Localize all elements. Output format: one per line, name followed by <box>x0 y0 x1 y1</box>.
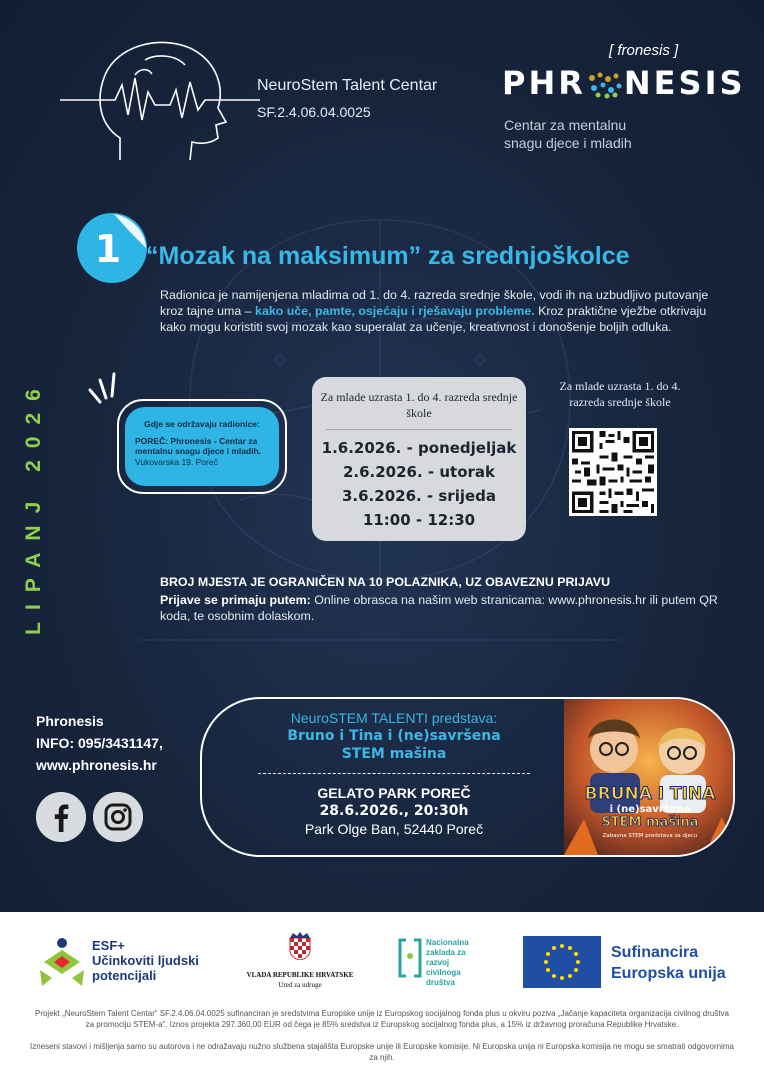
footer <box>0 912 764 1080</box>
vlada-subtitle: Ured za udruge <box>278 981 322 989</box>
nzrcd-text: Nacionalna zaklada za razvoj civilnoga društva <box>426 938 469 987</box>
event-title-line2: STEM mašina <box>341 746 447 762</box>
eu-text <box>611 942 726 984</box>
eu-disclaimer: Izneseni stavovi i mišljenja samo su autorova i ne odražavaju nužno službena stajališta Europske unije ili Europske komisije. Ni Europska unija ni Europska komisija ne mogu se smatrati odgovornima za njih. <box>30 1042 734 1062</box>
esf-text <box>92 938 199 983</box>
phronesis-logo <box>502 64 746 102</box>
workshop-title: “Mozak na maksimum” za srednjoškolce <box>146 242 630 270</box>
facebook-icon[interactable] <box>36 792 86 842</box>
intro-text-1: Radionica je namijenjena mladima od 1. do 4. razreda srednje škole, vodi ih na uzbudljivo putovanje kroz tajne uma – <box>160 288 709 318</box>
event-divider <box>258 773 530 774</box>
contact-phone: INFO: 095/3431147, <box>36 735 163 751</box>
eu-flag-icon <box>523 936 601 988</box>
number-badge-icon <box>76 212 148 284</box>
poster-subtitle: Zabavna STEM predstava za djecu <box>602 833 698 839</box>
intro-text-2: Kroz praktične vježbe otkrivaju kako mogu koristiti svoj mozak kao superalat za učenje, kreativnost i donošenje boljih odluka. <box>160 304 707 334</box>
event-heading: NeuroSTEM TALENTI predstava: <box>290 710 498 726</box>
contact-org: Phronesis <box>36 713 104 729</box>
registration-label: Prijave se primaju putem: <box>160 593 311 607</box>
schedule-age: Za mlade uzrasta 1. do 4. razreda srednje škole <box>320 390 518 420</box>
intro-highlight: kako uče, pamte, osjećaju i rješavaju probleme. <box>255 304 535 318</box>
instagram-icon[interactable] <box>93 792 143 842</box>
schedule-divider <box>326 429 512 430</box>
vlada-logo <box>244 932 356 989</box>
esf-title: ESF+ <box>92 938 125 953</box>
contact-block <box>36 710 163 776</box>
event-address: Park Olge Ban, 52440 Poreč <box>304 821 484 837</box>
number-badge-text: 1 <box>94 227 122 271</box>
qr-code-icon[interactable] <box>569 428 657 516</box>
schedule-date: 3.6.2026. - srijeda <box>341 487 497 505</box>
event-datetime: 28.6.2026., 20:30h <box>319 803 469 819</box>
burst-lines-icon <box>86 372 126 412</box>
fronesis-label: [ fronesis ] <box>609 42 679 59</box>
contact-web[interactable]: www.phronesis.hr <box>36 757 157 773</box>
event-place: GELATO PARK POREČ <box>317 785 471 801</box>
event-text <box>244 709 544 838</box>
schedule-date: 1.6.2026. - ponedjeljak <box>321 439 517 457</box>
qr-label: Za mlade uzrasta 1. do 4. razreda srednje škole <box>559 379 681 409</box>
eu-text-line2: Europska unija <box>611 965 726 982</box>
project-disclaimer: Projekt „NeuroStem Talent Centar“ SF.2.4.06.04.0025 sufinanciran je sredstvima Europske unije iz Europskog socijalnog fonda plus u okviru poziva „Jačanje kapaciteta organizacija civilnog društva za promociju STEM-a“. Iznos projekta 297.360,00 EUR od čega je 85% sredstva iz Europskog socijalnog fonda plus, a 15% iz državnog proračuna Republike Hrvatske. <box>34 1009 729 1029</box>
esf-logo-icon <box>38 936 86 990</box>
center-code: SF.2.4.06.04.0025 <box>257 104 371 120</box>
schedule-date: 2.6.2026. - utorak <box>342 463 496 481</box>
poster-title-line3: STEM mašina <box>601 815 699 830</box>
location-box <box>117 399 287 494</box>
logo-text-end: NESIS <box>623 64 746 102</box>
poster-title-line1: BRUNA I TINA <box>584 784 716 804</box>
workshop-intro <box>160 287 720 335</box>
registration-info <box>160 592 720 624</box>
eu-text-line1: Sufinancira <box>611 944 699 961</box>
schedule-time: 11:00 - 12:30 <box>362 511 476 529</box>
event-box <box>200 697 735 857</box>
registration-text: Online obrasca na našim web stranicama: www.phronesis.hr ili putem QR koda, te osobnim dolaskom. <box>160 593 718 623</box>
event-poster-image <box>564 699 735 855</box>
month-label: LIPANJ 2026 <box>22 377 45 635</box>
location-place: POREČ: Phronesis - Centar za mentalnu snagu djece i mladih. <box>135 435 262 456</box>
center-name: NeuroStem Talent Centar <box>257 77 438 94</box>
esf-sub-line1: Učinkoviti ljudski <box>92 953 199 968</box>
registration-limit: BROJ MJESTA JE OGRANIČEN NA 10 POLAZNIKA, UZ OBAVEZNU PRIJAVU <box>160 575 611 589</box>
event-title-line1: Bruno i Tina i (ne)savršena <box>287 728 501 744</box>
nzrcd-logo-icon <box>398 938 422 978</box>
poster-title-line2: i (ne)savršena <box>609 804 691 815</box>
vlada-title: VLADA REPUBLIKE HRVATSKE <box>246 971 354 979</box>
location-address: Vukovarska 19. Poreč <box>135 456 218 467</box>
logo-text-start: PHR <box>502 64 586 102</box>
esf-sub-line2: potencijali <box>92 968 157 983</box>
croatian-crest-icon <box>289 932 311 960</box>
tagline: Centar za mentalnu snagu djece i mladih <box>504 117 632 151</box>
logo-dots-icon <box>586 70 624 100</box>
schedule-box <box>312 377 526 541</box>
location-heading: Gdje se održavaju radionice: <box>144 419 260 429</box>
head-profile-icon <box>60 30 260 165</box>
location-inner <box>125 407 279 486</box>
location-details <box>135 436 269 468</box>
